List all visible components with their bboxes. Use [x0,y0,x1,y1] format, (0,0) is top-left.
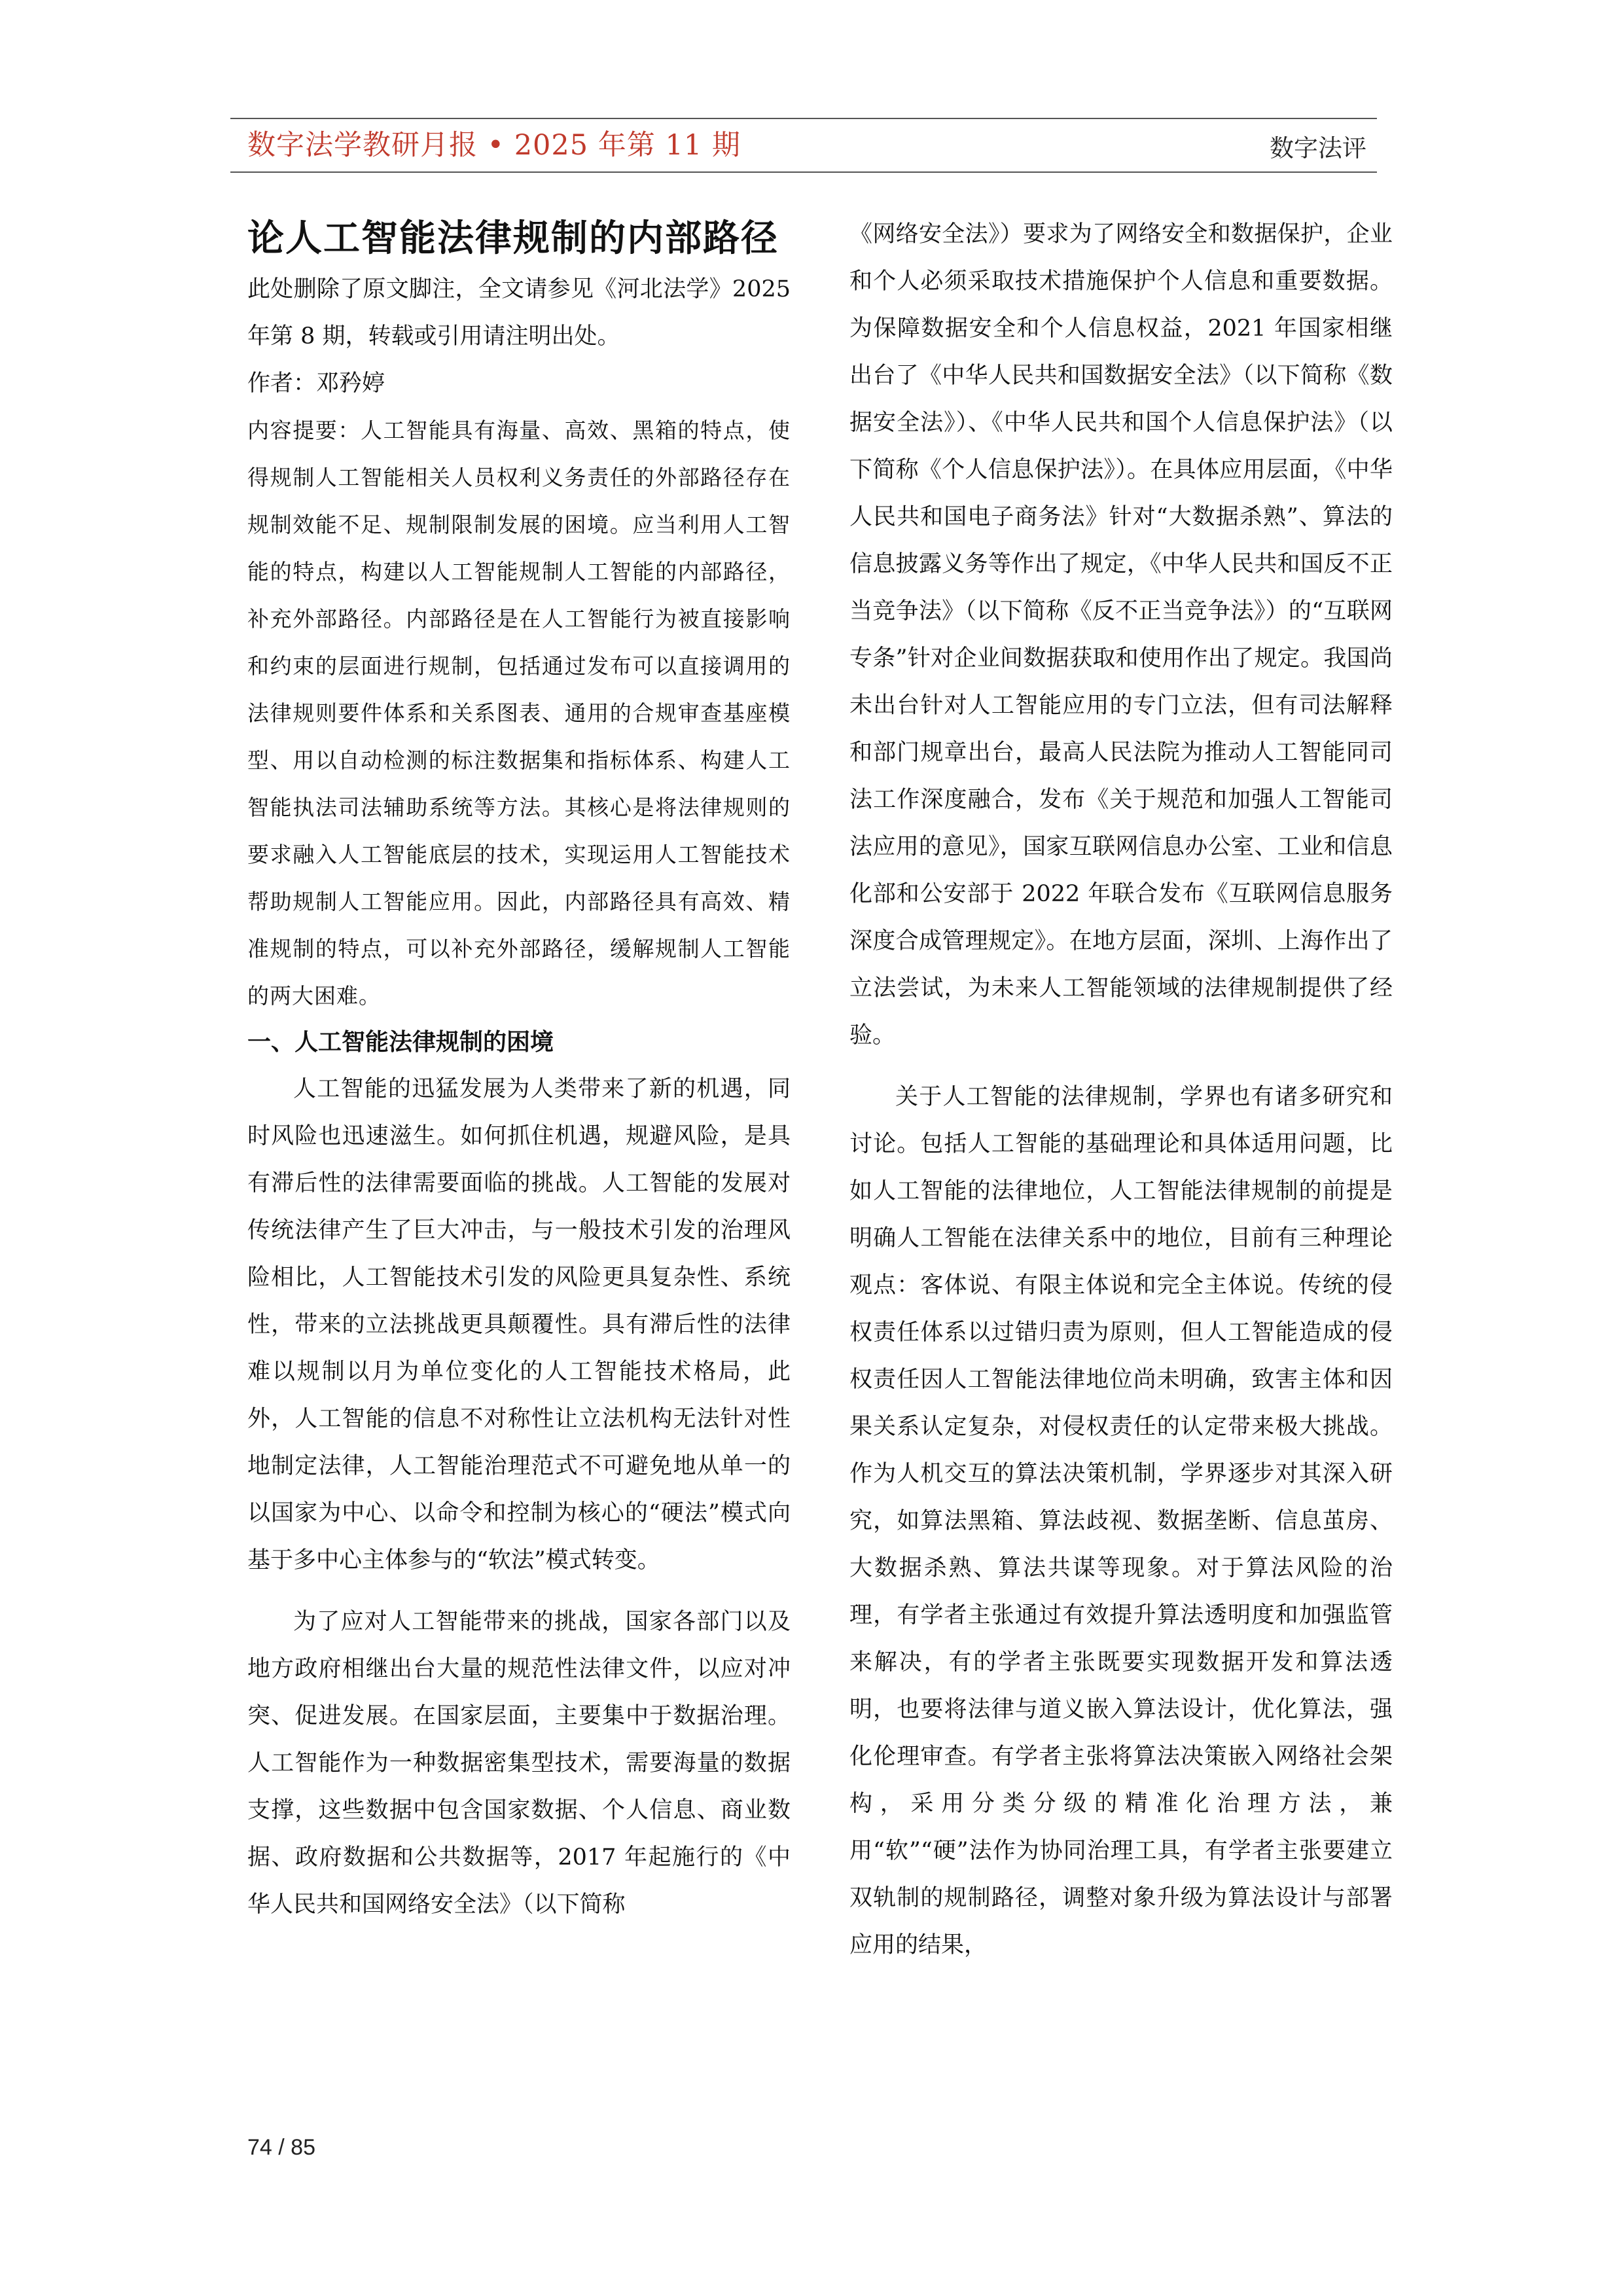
left-column [247,211,791,1928]
abstract: 内容提要：人工智能具有海量、高效、黑箱的特点，使得规制人工智能相关人员权利义务责任的外部路径存在规制效能不足、规制限制发展的困境。应当利用人工智能的特点，构建以人工智能规制人工智能的内部路径，补充外部路径。内部路径是在人工智能行为被直接影响和约束的层面进行规制，包括通过发布可以直接调用的法律规则要件体系和关系图表、通用的合规审查基座模型、用以自动检测的标注数据集和指标体系、构建人工智能执法司法辅助系统等方法。其核心是将法律规则的要求融入人工智能底层的技术，实现运用人工智能技术帮助规制人工智能应用。因此，内部路径具有高效、精准规制的特点，可以补充外部路径，缓解规制人工智能的两大困难。 [247,418,791,1009]
right-column [849,211,1393,1969]
page-number: 74 / 85 [247,2135,315,2160]
section-name: 数字法评 [1270,134,1366,162]
journal-name: 数字法学教研月报 • 2025 年第 11 期 [247,129,741,162]
author-line: 作者：邓矜婷 [247,370,385,397]
body-paragraph: 为了应对人工智能带来的挑战，国家各部门以及地方政府相继出台大量的规范性法律文件，以应对冲突、促进发展。在国家层面，主要集中于数据治理。人工智能作为一种数据密集型技术，需要海量的数据支撑，这些数据中包含国家数据、个人信息、商业数据、政府数据和公共数据等，2017 年起施行的《中华人民共和国网络安全法》（以下简称 [247,1609,791,1918]
header-rule-top [230,118,1377,119]
article-title: 论人工智能法律规制的内部路径 [247,217,779,260]
source-note: 此处删除了原文脚注，全文请参见《河北法学》2025 年第 8 期，转载或引用请注明出处。 [247,276,791,350]
section-heading: 一、人工智能法律规制的困境 [247,1029,554,1056]
body-paragraph: 《网络安全法》）要求为了网络安全和数据保护，企业和个人必须采取技术措施保护个人信息和重要数据。为保障数据安全和个人信息权益，2021 年国家相继出台了《中华人民共和国数据安全法》（以下简称《数据安全法》）、《中华人民共和国个人信息保护法》（以下简称《个人信息保护法》）。在具体应用层面，《中华人民共和国电子商务法》针对“大数据杀熟”、算法的信息披露义务等作出了规定，《中华人民共和国反不正当竞争法》（以下简称《反不正当竞争法》）的“互联网专条”针对企业间数据获取和使用作出了规定。我国尚未出台针对人工智能应用的专门立法，但有司法解释和部门规章出台，最高人民法院为推动人工智能同司法工作深度融合，发布《关于规范和加强人工智能司法应用的意见》，国家互联网信息办公室、工业和信息化部和公安部于 2022 年联合发布《互联网信息服务深度合成管理规定》。在地方层面，深圳、上海作出了立法尝试，为未来人工智能领域的法律规制提供了经验。 [849,221,1393,1049]
header-rule-bottom [230,171,1377,173]
body-paragraph: 关于人工智能的法律规制，学界也有诸多研究和讨论。包括人工智能的基础理论和具体适用问题，比如人工智能的法律地位，人工智能法律规制的前提是明确人工智能在法律关系中的地位，目前有三种理论观点：客体说、有限主体说和完全主体说。传统的侵权责任体系以过错归责为原则，但人工智能造成的侵权责任因人工智能法律地位尚未明确，致害主体和因果关系认定复杂，对侵权责任的认定带来极大挑战。作为人机交互的算法决策机制，学界逐步对其深入研究，如算法黑箱、算法歧视、数据垄断、信息茧房、大数据杀熟、算法共谋等现象。对于算法风险的治理，有学者主张通过有效提升算法透明度和加强监管来解决，有的学者主张既要实现数据开发和算法透明，也要将法律与道义嵌入算法设计，优化算法，强化伦理审查。有学者主张将算法决策嵌入网络社会架构，采用分类分级的精准化治理方法，兼用“软”“硬”法作为协同治理工具，有学者主张要建立双轨制的规制路径，调整对象升级为算法设计与部署应用的结果， [849,1084,1393,1958]
body-paragraph: 人工智能的迅猛发展为人类带来了新的机遇，同时风险也迅速滋生。如何抓住机遇，规避风险，是具有滞后性的法律需要面临的挑战。人工智能的发展对传统法律产生了巨大冲击，与一般技术引发的治理风险相比，人工智能技术引发的风险更具复杂性、系统性，带来的立法挑战更具颠覆性。具有滞后性的法律难以规制以月为单位变化的人工智能技术格局，此外，人工智能的信息不对称性让立法机构无法针对性地制定法律，人工智能治理范式不可避免地从单一的以国家为中心、以命令和控制为核心的“硬法”模式向基于多中心主体参与的“软法”模式转变。 [247,1076,791,1573]
